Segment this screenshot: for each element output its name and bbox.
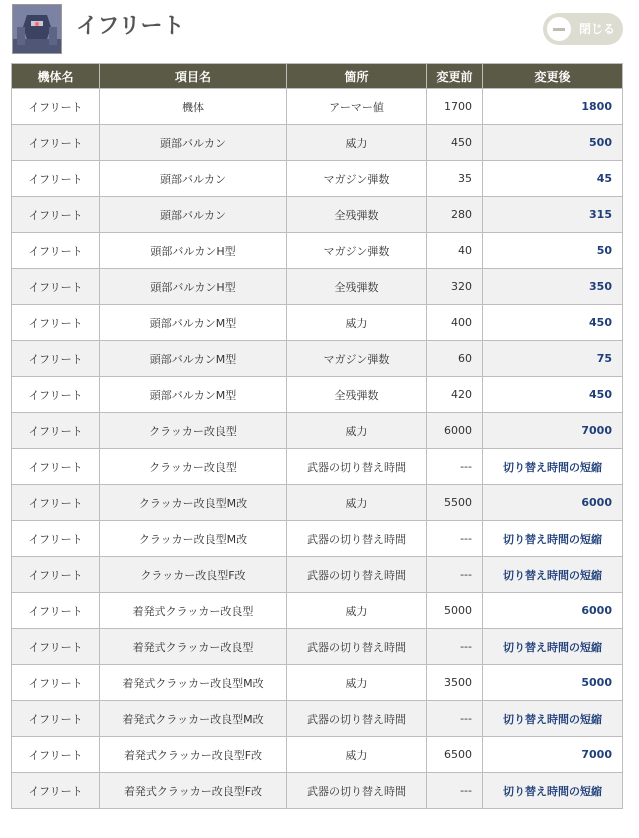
cell-after: 切り替え時間の短縮 <box>483 701 623 737</box>
cell-before: 320 <box>427 269 483 305</box>
cell-after: 350 <box>483 269 623 305</box>
cell-item: 着発式クラッカー改良型M改 <box>100 665 287 701</box>
cell-unit: イフリート <box>12 305 100 341</box>
cell-part: 威力 <box>287 593 427 629</box>
cell-before: 450 <box>427 125 483 161</box>
column-header-after: 変更後 <box>483 64 623 89</box>
table-row <box>12 197 623 233</box>
cell-unit: イフリート <box>12 125 100 161</box>
table-row <box>12 701 623 737</box>
cell-after: 切り替え時間の短縮 <box>483 521 623 557</box>
cell-after: 75 <box>483 341 623 377</box>
cell-part: 全残弾数 <box>287 197 427 233</box>
cell-item: 着発式クラッカー改良型F改 <box>100 773 287 809</box>
cell-unit: イフリート <box>12 449 100 485</box>
table-row <box>12 521 623 557</box>
cell-item: 着発式クラッカー改良型F改 <box>100 737 287 773</box>
cell-part: 全残弾数 <box>287 269 427 305</box>
table-row <box>12 161 623 197</box>
cell-item: 頭部バルカンM型 <box>100 377 287 413</box>
table-row <box>12 269 623 305</box>
cell-unit: イフリート <box>12 413 100 449</box>
cell-after: 315 <box>483 197 623 233</box>
cell-unit: イフリート <box>12 629 100 665</box>
cell-before: 5000 <box>427 593 483 629</box>
cell-after: 5000 <box>483 665 623 701</box>
cell-item: 頭部バルカン <box>100 161 287 197</box>
cell-part: 威力 <box>287 413 427 449</box>
cell-item: 着発式クラッカー改良型 <box>100 629 287 665</box>
cell-before: 280 <box>427 197 483 233</box>
cell-part: 武器の切り替え時間 <box>287 521 427 557</box>
cell-unit: イフリート <box>12 233 100 269</box>
cell-before: 3500 <box>427 665 483 701</box>
cell-part: 武器の切り替え時間 <box>287 449 427 485</box>
table-row <box>12 737 623 773</box>
cell-after: 6000 <box>483 485 623 521</box>
cell-part: 威力 <box>287 737 427 773</box>
cell-unit: イフリート <box>12 593 100 629</box>
cell-before: 40 <box>427 233 483 269</box>
cell-item: 頭部バルカンM型 <box>100 305 287 341</box>
cell-unit: イフリート <box>12 521 100 557</box>
minus-circle-icon <box>547 17 571 41</box>
cell-part: 威力 <box>287 665 427 701</box>
cell-unit: イフリート <box>12 701 100 737</box>
cell-item: 着発式クラッカー改良型 <box>100 593 287 629</box>
table-row <box>12 305 623 341</box>
cell-before: 60 <box>427 341 483 377</box>
table-row <box>12 413 623 449</box>
cell-before: 6000 <box>427 413 483 449</box>
cell-item: 着発式クラッカー改良型M改 <box>100 701 287 737</box>
cell-before: --- <box>427 629 483 665</box>
cell-unit: イフリート <box>12 377 100 413</box>
cell-unit: イフリート <box>12 341 100 377</box>
cell-after: 切り替え時間の短縮 <box>483 773 623 809</box>
change-table <box>11 63 623 809</box>
cell-part: 全残弾数 <box>287 377 427 413</box>
cell-after: 7000 <box>483 737 623 773</box>
cell-unit: イフリート <box>12 197 100 233</box>
cell-item: 頭部バルカン <box>100 125 287 161</box>
cell-unit: イフリート <box>12 665 100 701</box>
cell-after: 45 <box>483 161 623 197</box>
cell-after: 切り替え時間の短縮 <box>483 449 623 485</box>
cell-after: 50 <box>483 233 623 269</box>
cell-after: 450 <box>483 377 623 413</box>
cell-item: クラッカー改良型 <box>100 449 287 485</box>
table-row <box>12 593 623 629</box>
cell-before: --- <box>427 449 483 485</box>
cell-after: 切り替え時間の短縮 <box>483 557 623 593</box>
cell-before: --- <box>427 701 483 737</box>
table-row <box>12 629 623 665</box>
table-row <box>12 377 623 413</box>
cell-before: 5500 <box>427 485 483 521</box>
table-row <box>12 233 623 269</box>
cell-after: 500 <box>483 125 623 161</box>
cell-part: マガジン弾数 <box>287 233 427 269</box>
cell-before: --- <box>427 557 483 593</box>
unit-thumbnail-image <box>12 4 62 54</box>
cell-item: クラッカー改良型M改 <box>100 521 287 557</box>
cell-part: 武器の切り替え時間 <box>287 701 427 737</box>
column-header-part: 箇所 <box>287 64 427 89</box>
cell-part: マガジン弾数 <box>287 161 427 197</box>
cell-item: 頭部バルカンH型 <box>100 269 287 305</box>
cell-unit: イフリート <box>12 773 100 809</box>
table-row <box>12 341 623 377</box>
page-title: イフリート <box>76 14 185 39</box>
cell-item: 機体 <box>100 89 287 125</box>
table-row <box>12 665 623 701</box>
cell-unit: イフリート <box>12 269 100 305</box>
cell-after: 切り替え時間の短縮 <box>483 629 623 665</box>
cell-item: 頭部バルカンM型 <box>100 341 287 377</box>
cell-before: --- <box>427 773 483 809</box>
cell-after: 1800 <box>483 89 623 125</box>
table-row <box>12 485 623 521</box>
page-header <box>0 0 639 62</box>
table-header-row <box>12 64 623 89</box>
cell-part: 威力 <box>287 305 427 341</box>
cell-unit: イフリート <box>12 161 100 197</box>
close-button-label: 閉じる <box>579 22 616 36</box>
cell-after: 450 <box>483 305 623 341</box>
cell-item: クラッカー改良型 <box>100 413 287 449</box>
cell-part: マガジン弾数 <box>287 341 427 377</box>
table-row <box>12 89 623 125</box>
cell-part: 武器の切り替え時間 <box>287 557 427 593</box>
cell-before: 35 <box>427 161 483 197</box>
cell-after: 6000 <box>483 593 623 629</box>
cell-unit: イフリート <box>12 89 100 125</box>
cell-unit: イフリート <box>12 737 100 773</box>
column-header-before: 変更前 <box>427 64 483 89</box>
cell-before: 6500 <box>427 737 483 773</box>
cell-after: 7000 <box>483 413 623 449</box>
cell-item: 頭部バルカン <box>100 197 287 233</box>
table-row <box>12 449 623 485</box>
column-header-unit: 機体名 <box>12 64 100 89</box>
cell-part: 武器の切り替え時間 <box>287 773 427 809</box>
cell-part: アーマー値 <box>287 89 427 125</box>
cell-unit: イフリート <box>12 557 100 593</box>
cell-part: 武器の切り替え時間 <box>287 629 427 665</box>
close-button[interactable] <box>543 13 623 45</box>
table-row <box>12 125 623 161</box>
cell-before: 420 <box>427 377 483 413</box>
cell-item: クラッカー改良型F改 <box>100 557 287 593</box>
cell-item: クラッカー改良型M改 <box>100 485 287 521</box>
cell-part: 威力 <box>287 125 427 161</box>
cell-unit: イフリート <box>12 485 100 521</box>
cell-before: 1700 <box>427 89 483 125</box>
cell-before: 400 <box>427 305 483 341</box>
table-row <box>12 557 623 593</box>
cell-before: --- <box>427 521 483 557</box>
cell-item: 頭部バルカンH型 <box>100 233 287 269</box>
column-header-item: 項目名 <box>100 64 287 89</box>
cell-part: 威力 <box>287 485 427 521</box>
table-row <box>12 773 623 809</box>
